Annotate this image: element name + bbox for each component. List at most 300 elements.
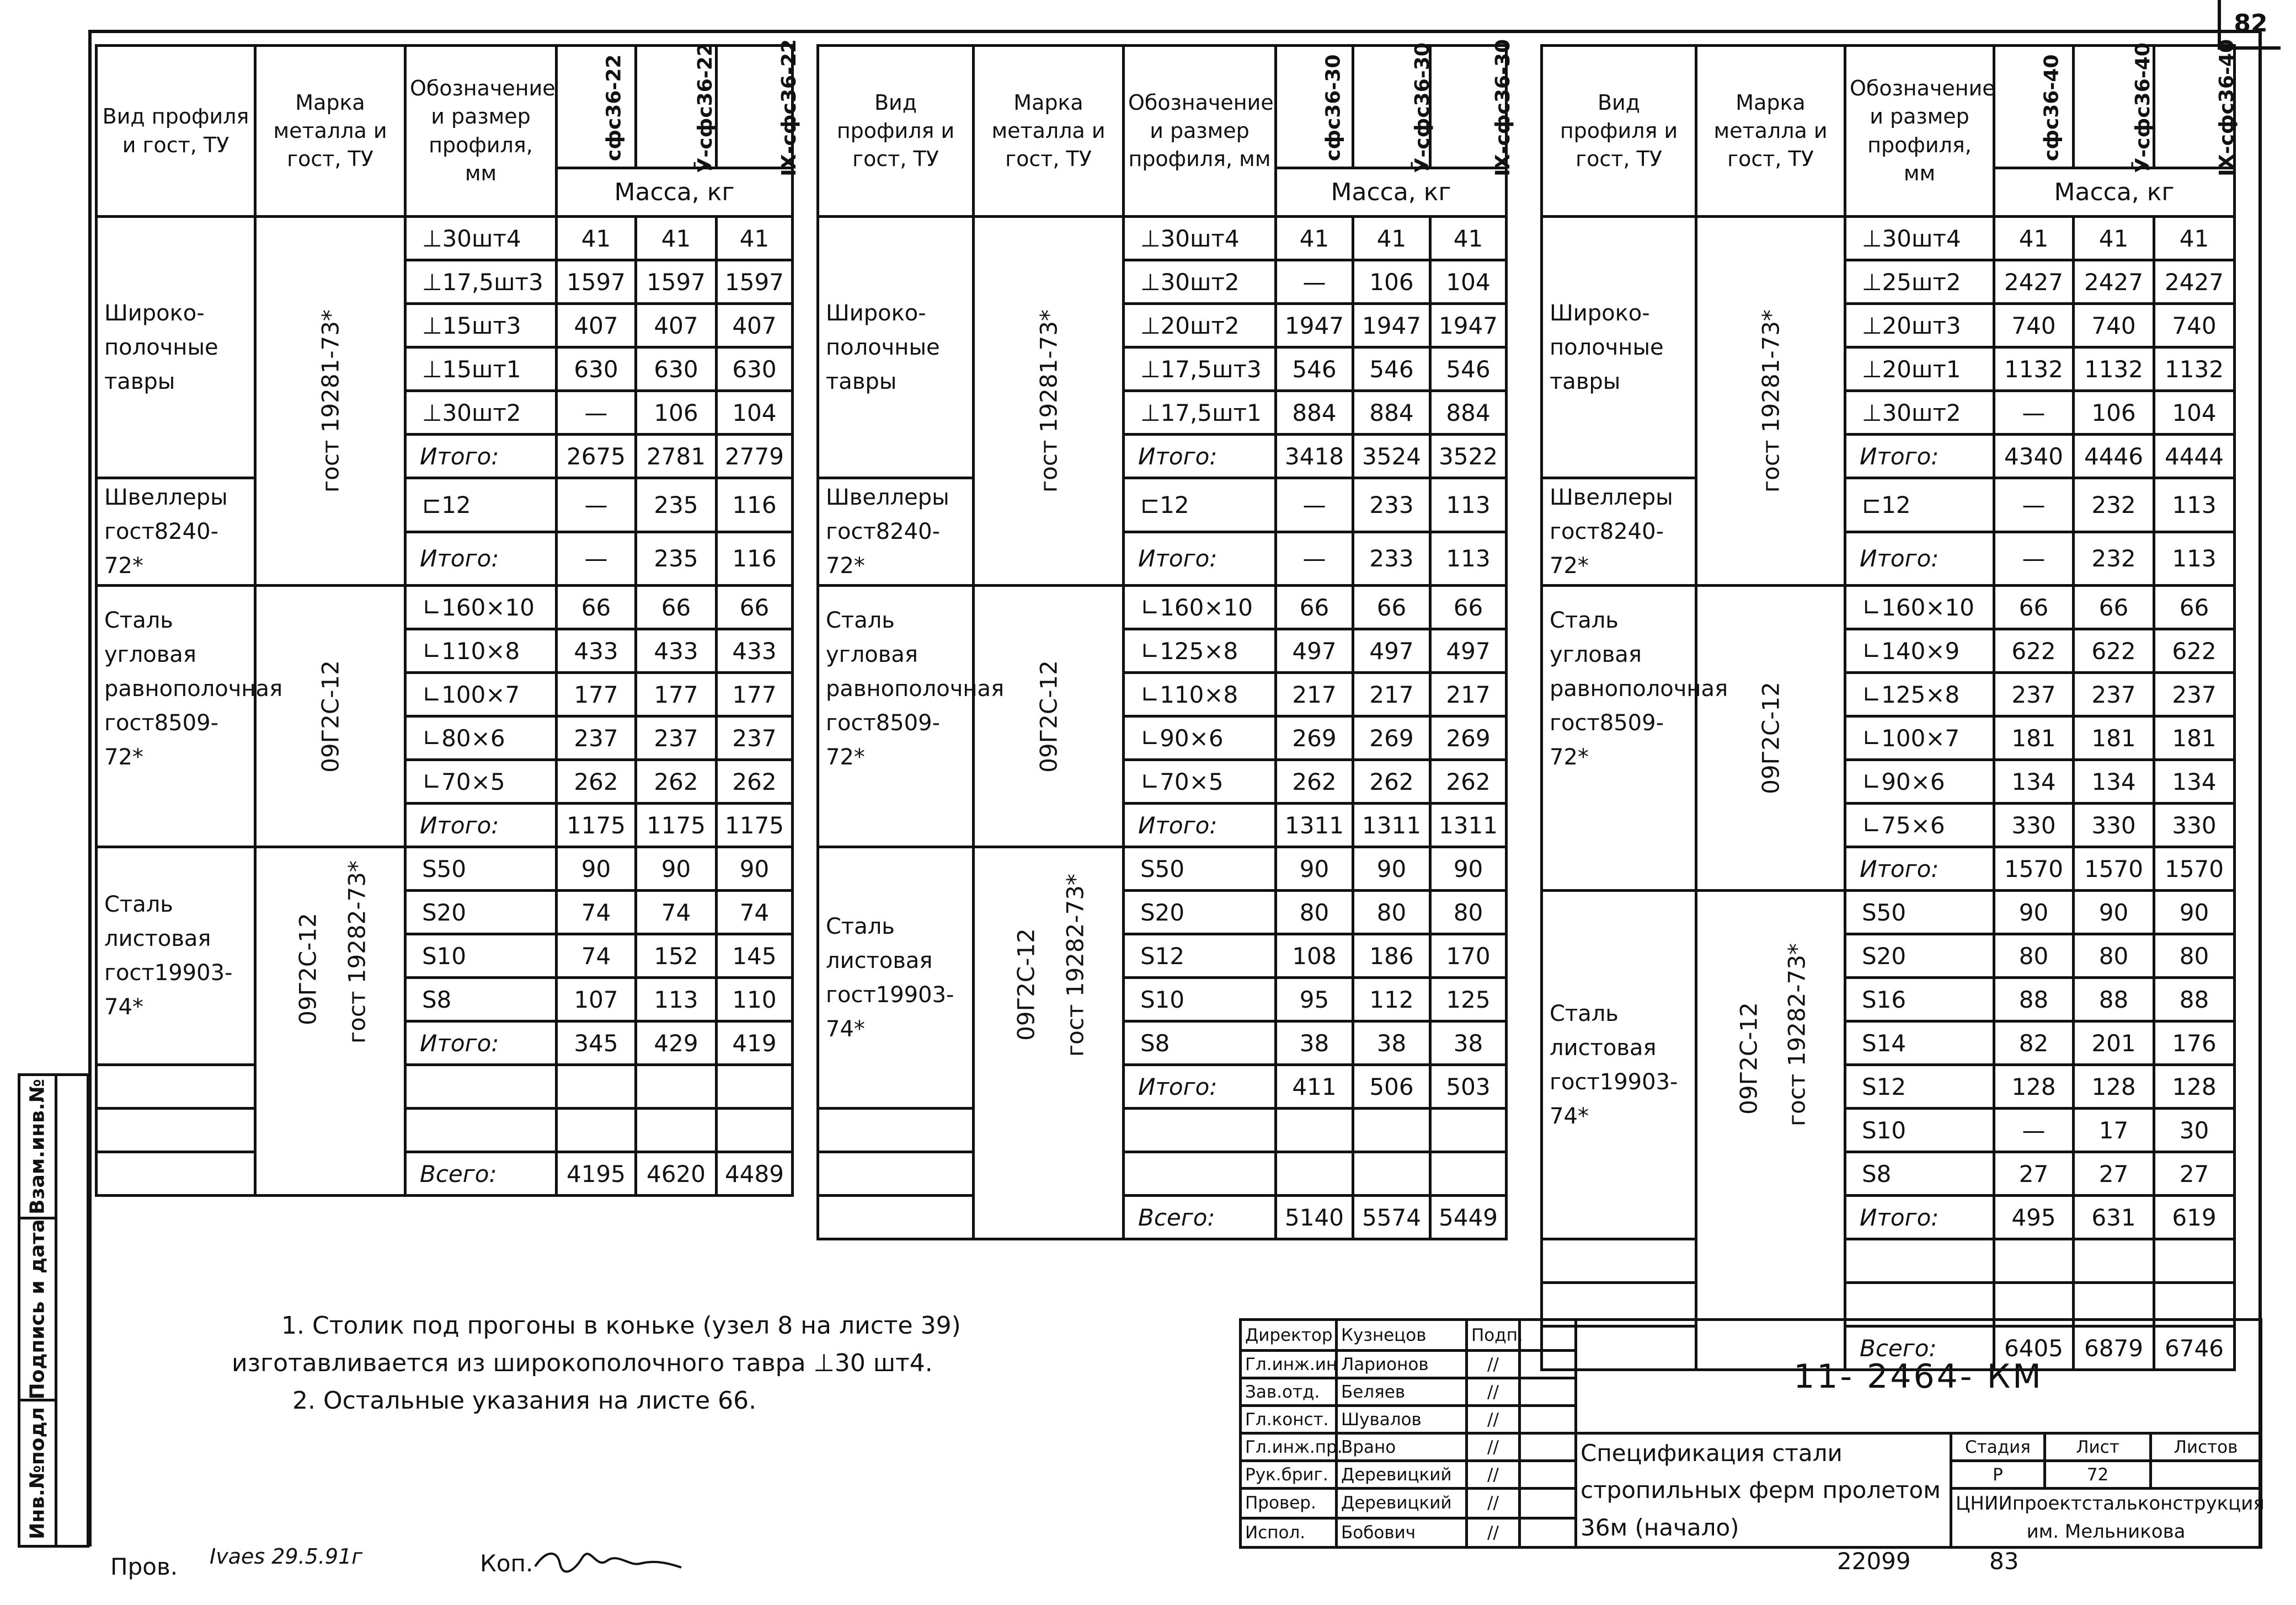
mass-value: 269: [1353, 716, 1430, 760]
mass-value: 2427: [1994, 260, 2074, 304]
tb-sig-4: //: [1467, 1433, 1520, 1461]
profile-size: S50: [1124, 847, 1276, 891]
mass-value: 90: [1353, 847, 1430, 891]
mass-value: 88: [1994, 978, 2074, 1021]
drawing-title: Спецификация стали стропильных ферм пролетом 36м (начало): [1580, 1440, 1941, 1541]
stamp-label-inv: Инв.№подл: [26, 1407, 49, 1539]
mass-value: 41: [717, 217, 793, 260]
mark-09g2s: 09Г2С-12: [1757, 682, 1784, 794]
mass-value: 506: [1353, 1065, 1430, 1109]
profile-size: S10: [1845, 1109, 1994, 1152]
tb-role-3: Гл.конст.: [1241, 1406, 1337, 1433]
mass-value: 407: [717, 304, 793, 347]
mass-value: 88: [2074, 978, 2154, 1021]
mass-value: 107: [557, 978, 636, 1021]
header-profile-type: Вид профиля и гост, ТУ: [97, 46, 255, 217]
mass-value: 41: [636, 217, 717, 260]
stage-value: Р: [1951, 1461, 2045, 1489]
mass-value: 884: [1430, 391, 1507, 435]
profile-size: ⊥30шт2: [1845, 391, 1994, 435]
mark-09g2s-list: 09Г2С-12: [1012, 928, 1040, 1041]
mass-value: 630: [557, 347, 636, 391]
profile-size: ⊏12: [1124, 478, 1276, 532]
mass-value: 262: [1430, 760, 1507, 804]
mass-value: 3524: [1353, 435, 1430, 478]
mass-value: 740: [1994, 304, 2074, 347]
mass-value: 330: [2154, 804, 2235, 847]
mass-value: 546: [1353, 347, 1430, 391]
mass-value: 2427: [2154, 260, 2235, 304]
subtotal-label: Итого:: [1845, 1196, 1994, 1239]
mass-value: 177: [636, 673, 717, 716]
mark-09g2s-list: 09Г2С-12: [294, 913, 322, 1026]
mass-value: 237: [2074, 673, 2154, 716]
tb-role-6: Провер.: [1241, 1489, 1337, 1518]
stage-label: Стадия: [1951, 1433, 2045, 1461]
title-block: [1239, 1318, 2265, 1549]
subtotal-label: Итого:: [405, 435, 557, 478]
mass-value: 113: [2154, 532, 2235, 586]
mass-value: 3522: [1430, 435, 1507, 478]
tb-role-1: Гл.инж.ин: [1241, 1351, 1337, 1378]
mass-value: —: [1994, 1109, 2074, 1152]
mass-value: 232: [2074, 532, 2154, 586]
mass-value: —: [557, 391, 636, 435]
mass-value: 237: [557, 716, 636, 760]
mass-value: 41: [1353, 217, 1430, 260]
profile-size: S20: [405, 891, 557, 934]
column-truss-mark: Ӯ-сфс36-22: [693, 42, 717, 173]
mass-value: 181: [2074, 716, 2154, 760]
profile-size: ⊥15шт1: [405, 347, 557, 391]
group-label-tavry: Широко-полочные тавры: [818, 217, 974, 478]
mark-09g2s: 09Г2С-12: [317, 660, 344, 773]
mass-value: 884: [1353, 391, 1430, 435]
mass-value: 90: [717, 847, 793, 891]
mass-value: 1570: [1994, 847, 2074, 891]
mass-value: 622: [2154, 629, 2235, 673]
mass-value: 2779: [717, 435, 793, 478]
organization: ЦНИИпроектстальконструкция им. Мельникова: [1956, 1492, 2265, 1543]
column-truss-mark: сфс36-22: [602, 54, 626, 161]
left-stamp: [18, 1073, 89, 1548]
group-label-shvel: Швеллеры гост8240-72*: [818, 478, 974, 586]
mass-value: 104: [717, 391, 793, 435]
mass-value: 269: [1430, 716, 1507, 760]
mass-value: 330: [2074, 804, 2154, 847]
mass-value: 80: [1994, 934, 2074, 978]
mass-value: 104: [1430, 260, 1507, 304]
mass-value: 1947: [1276, 304, 1353, 347]
subtotal-label: Итого:: [1845, 847, 1994, 891]
grand-total-label: Всего:: [1124, 1196, 1276, 1239]
profile-size: S8: [1845, 1152, 1994, 1196]
mass-value: 330: [1994, 804, 2074, 847]
prov-label: Пров.: [110, 1553, 178, 1580]
mark-gost-19281: гост 19281-73*: [1757, 309, 1784, 493]
mass-value: 38: [1276, 1021, 1353, 1065]
mass-value: —: [1276, 260, 1353, 304]
header-profile-type: Вид профиля и гост, ТУ: [1542, 46, 1696, 217]
tb-name-0: Кузнецов: [1337, 1320, 1467, 1351]
mass-value: 66: [1430, 586, 1507, 629]
tb-role-7: Испол.: [1241, 1518, 1337, 1548]
mass-value: 497: [1430, 629, 1507, 673]
copy-signature: [530, 1544, 690, 1577]
mass-value: 1132: [1994, 347, 2074, 391]
header-profile-type: Вид профиля и гост, ТУ: [818, 46, 974, 217]
subtotal-label: Итого:: [1845, 435, 1994, 478]
mass-value: 1175: [636, 804, 717, 847]
mass-value: 176: [2154, 1021, 2235, 1065]
mass-value: 41: [1994, 217, 2074, 260]
mass-value: 262: [557, 760, 636, 804]
mass-value: 237: [2154, 673, 2235, 716]
mass-value: 152: [636, 934, 717, 978]
grand-total-value: 4195: [557, 1152, 636, 1196]
tb-name-6: Деревицкий: [1337, 1489, 1467, 1518]
profile-size: ∟75×6: [1845, 804, 1994, 847]
mass-value: 80: [1276, 891, 1353, 934]
group-label-ugol: Сталь угловая равнополочная гост8509-72*: [97, 586, 255, 847]
mass-value: 113: [636, 978, 717, 1021]
mass-value: 186: [1353, 934, 1430, 978]
stamp-label-vzam: Взам.инв.№: [26, 1078, 49, 1215]
profile-size: ⊥20шт2: [1124, 304, 1276, 347]
profile-size: ∟125×8: [1845, 673, 1994, 716]
profile-size: ∟90×6: [1845, 760, 1994, 804]
profile-size: ∟90×6: [1124, 716, 1276, 760]
mass-value: 235: [636, 478, 717, 532]
profile-size: S10: [405, 934, 557, 978]
column-truss-mark: сфс36-40: [2040, 54, 2063, 161]
sheet-label: Лист: [2045, 1433, 2151, 1461]
mass-value: 134: [2074, 760, 2154, 804]
group-label-shvel: Швеллеры гост8240-72*: [97, 478, 255, 586]
column-truss-mark: Ӯ-сфс36-30: [1411, 42, 1434, 173]
profile-size: S20: [1845, 934, 1994, 978]
note-line-1: 1. Столик под прогоны в коньке (узел 8 на листе 39): [281, 1312, 961, 1340]
mass-value: 884: [1276, 391, 1353, 435]
mass-value: 66: [557, 586, 636, 629]
mass-value: 407: [557, 304, 636, 347]
mass-value: 1132: [2154, 347, 2235, 391]
group-label-tavry: Широко-полочные тавры: [1542, 217, 1696, 478]
profile-size: ∟80×6: [405, 716, 557, 760]
mass-value: 1311: [1276, 804, 1353, 847]
header-metal-grade: Марка металла и гост, ТУ: [255, 46, 405, 217]
profile-size: S8: [1124, 1021, 1276, 1065]
header-designation: Обозначение и размер профиля, мм: [405, 46, 557, 217]
grand-total-value: 5574: [1353, 1196, 1430, 1239]
mass-value: 125: [1430, 978, 1507, 1021]
profile-size: ⊥17,5шт1: [1124, 391, 1276, 435]
profile-size: ∟160×10: [1124, 586, 1276, 629]
profile-size: ∟100×7: [405, 673, 557, 716]
mass-value: 74: [557, 891, 636, 934]
archive-number: 22099: [1837, 1548, 1911, 1575]
spec-table-3: [1540, 39, 2239, 1371]
mass-value: 619: [2154, 1196, 2235, 1239]
header-mass: Масса, кг: [1994, 168, 2235, 217]
profile-size: ⊥25шт2: [1845, 260, 1994, 304]
subtotal-label: Итого:: [1124, 804, 1276, 847]
mass-value: 497: [1353, 629, 1430, 673]
mass-value: 622: [2074, 629, 2154, 673]
mass-value: 2427: [2074, 260, 2154, 304]
mass-value: 433: [717, 629, 793, 673]
mass-value: 495: [1994, 1196, 2074, 1239]
mass-value: 232: [2074, 478, 2154, 532]
column-truss-mark: Ⅸ-сфс36-40: [2215, 39, 2239, 176]
mass-value: 1947: [1430, 304, 1507, 347]
tb-name-3: Шувалов: [1337, 1406, 1467, 1433]
tb-sig-0: Подп.: [1467, 1320, 1520, 1351]
mass-value: 128: [1994, 1065, 2074, 1109]
mass-value: 112: [1353, 978, 1430, 1021]
mark-gost-19281: гост 19281-73*: [317, 309, 344, 493]
mass-value: 237: [636, 716, 717, 760]
sheet-value: 72: [2045, 1461, 2151, 1489]
mass-value: 740: [2074, 304, 2154, 347]
mass-value: 1311: [1430, 804, 1507, 847]
tb-name-7: Бобович: [1337, 1518, 1467, 1548]
profile-size: ⊥30шт2: [405, 391, 557, 435]
mark-gost-19282: гост 19282-73*: [1783, 943, 1811, 1127]
mass-value: 90: [1430, 847, 1507, 891]
note-line-3: 2. Остальные указания на листе 66.: [292, 1387, 757, 1415]
grand-total-value: 5449: [1430, 1196, 1507, 1239]
mass-value: 217: [1276, 673, 1353, 716]
grand-total-label: Всего:: [405, 1152, 557, 1196]
tb-sig-5: //: [1467, 1461, 1520, 1489]
column-truss-mark: Ⅸ-сфс36-30: [1492, 39, 1515, 176]
mass-value: —: [1994, 391, 2074, 435]
grand-total-value: 5140: [1276, 1196, 1353, 1239]
header-mass: Масса, кг: [1276, 168, 1507, 217]
mass-value: 90: [636, 847, 717, 891]
subtotal-label: Итого:: [405, 532, 557, 586]
mass-value: 66: [717, 586, 793, 629]
mass-value: 82: [1994, 1021, 2074, 1065]
mass-value: 345: [557, 1021, 636, 1065]
mark-09g2s-list: 09Г2С-12: [1735, 1002, 1763, 1115]
mass-value: 113: [1430, 478, 1507, 532]
tb-sig-7: //: [1467, 1518, 1520, 1548]
mass-value: 407: [636, 304, 717, 347]
mass-value: 497: [1276, 629, 1353, 673]
mass-value: 1175: [557, 804, 636, 847]
profile-size: S50: [405, 847, 557, 891]
mark-gost-19282: гост 19282-73*: [1061, 873, 1089, 1057]
mass-value: 30: [2154, 1109, 2235, 1152]
profile-size: ∟160×10: [405, 586, 557, 629]
mass-value: 1597: [636, 260, 717, 304]
mass-value: 262: [717, 760, 793, 804]
mass-value: 104: [2154, 391, 2235, 435]
mass-value: 233: [1353, 532, 1430, 586]
mass-value: 90: [2074, 891, 2154, 934]
tb-role-5: Рук.бриг.: [1241, 1461, 1337, 1489]
mass-value: 38: [1353, 1021, 1430, 1065]
mass-value: 4444: [2154, 435, 2235, 478]
mass-value: 113: [2154, 478, 2235, 532]
profile-size: S14: [1845, 1021, 1994, 1065]
mass-value: 116: [717, 478, 793, 532]
group-label-list: Сталь листовая гост19903-74*: [818, 847, 974, 1109]
tb-role-2: Зав.отд.: [1241, 1378, 1337, 1406]
mass-value: 41: [2154, 217, 2235, 260]
mass-value: 110: [717, 978, 793, 1021]
mass-value: —: [1276, 478, 1353, 532]
mass-value: 74: [557, 934, 636, 978]
prov-signature: Ivaes 29.5.91г: [210, 1544, 363, 1569]
profile-size: ⊥30шт4: [405, 217, 557, 260]
header-designation: Обозначение и размер профиля, мм: [1845, 46, 1994, 217]
mass-value: 237: [717, 716, 793, 760]
mass-value: 622: [1994, 629, 2074, 673]
tb-sig-6: //: [1467, 1489, 1520, 1518]
spec-table-2: [816, 39, 1515, 1240]
mass-value: 4340: [1994, 435, 2074, 478]
mass-value: —: [1994, 532, 2074, 586]
mass-value: 181: [1994, 716, 2074, 760]
mass-value: 181: [2154, 716, 2235, 760]
mass-value: 106: [2074, 391, 2154, 435]
mass-value: 41: [557, 217, 636, 260]
mass-value: 262: [1276, 760, 1353, 804]
spec-table-1: [95, 39, 801, 1197]
mass-value: 2675: [557, 435, 636, 478]
mass-value: 66: [2074, 586, 2154, 629]
mass-value: 411: [1276, 1065, 1353, 1109]
tb-role-0: Директор: [1241, 1320, 1337, 1351]
subtotal-label: Итого:: [1845, 532, 1994, 586]
profile-size: ∟140×9: [1845, 629, 1994, 673]
stamp-label-signature: Подпись и дата: [26, 1219, 49, 1399]
mass-value: 116: [717, 532, 793, 586]
mass-value: 106: [636, 391, 717, 435]
mass-value: 3418: [1276, 435, 1353, 478]
mass-value: 88: [2154, 978, 2235, 1021]
mass-value: 4446: [2074, 435, 2154, 478]
mass-value: 1175: [717, 804, 793, 847]
profile-size: ⊥30шт4: [1845, 217, 1994, 260]
tb-sig-1: //: [1467, 1351, 1520, 1378]
mass-value: 41: [1276, 217, 1353, 260]
column-truss-mark: Ӯ-сфс36-40: [2131, 42, 2154, 173]
grand-total-label: Всего:: [1845, 1326, 1994, 1370]
mass-value: 17: [2074, 1109, 2154, 1152]
page-number: 83: [1989, 1548, 2019, 1575]
profile-size: ∟110×8: [1124, 673, 1276, 716]
tb-sig-3: //: [1467, 1406, 1520, 1433]
mass-value: 66: [2154, 586, 2235, 629]
mass-value: 38: [1430, 1021, 1507, 1065]
mass-value: 631: [2074, 1196, 2154, 1239]
sheet-corner-number: 82: [2218, 0, 2281, 50]
mass-value: 233: [1353, 478, 1430, 532]
mass-value: 1597: [717, 260, 793, 304]
grand-total-value: 6746: [2154, 1326, 2235, 1370]
mass-value: 80: [1430, 891, 1507, 934]
profile-size: S20: [1124, 891, 1276, 934]
mass-value: —: [1276, 532, 1353, 586]
profile-size: S8: [405, 978, 557, 1021]
mass-value: 80: [2074, 934, 2154, 978]
mark-gost-19281: гост 19281-73*: [1035, 309, 1062, 493]
mark-gost-19282: гост 19282-73*: [343, 860, 371, 1044]
mass-value: 170: [1430, 934, 1507, 978]
subtotal-label: Итого:: [405, 804, 557, 847]
mass-value: 201: [2074, 1021, 2154, 1065]
mass-value: 262: [636, 760, 717, 804]
profile-size: ∟110×8: [405, 629, 557, 673]
kop-label: Коп.: [480, 1550, 533, 1577]
group-label-ugol: Сталь угловая равнополочная гост8509-72*: [1542, 586, 1696, 891]
mass-value: 433: [557, 629, 636, 673]
mass-value: 237: [1994, 673, 2074, 716]
grand-total-value: 6405: [1994, 1326, 2074, 1370]
grand-total-value: 4489: [717, 1152, 793, 1196]
mass-value: 108: [1276, 934, 1353, 978]
mass-value: 1570: [2074, 847, 2154, 891]
mass-value: 1570: [2154, 847, 2235, 891]
mass-value: 27: [1994, 1152, 2074, 1196]
mass-value: 1597: [557, 260, 636, 304]
profile-size: ⊥20шт1: [1845, 347, 1994, 391]
profile-size: ⊥30шт4: [1124, 217, 1276, 260]
mass-value: —: [557, 478, 636, 532]
column-truss-mark: сфс36-30: [1322, 54, 1345, 161]
profile-size: ⊥20шт3: [1845, 304, 1994, 347]
subtotal-label: Итого:: [1124, 532, 1276, 586]
profile-size: ∟160×10: [1845, 586, 1994, 629]
subtotal-label: Итого:: [1124, 435, 1276, 478]
mass-value: 503: [1430, 1065, 1507, 1109]
column-truss-mark: Ⅸ-сфс36-22: [778, 39, 801, 176]
subtotal-label: Итого:: [1124, 1065, 1276, 1109]
profile-size: S10: [1124, 978, 1276, 1021]
tb-name-4: Врано: [1337, 1433, 1467, 1461]
mass-value: 419: [717, 1021, 793, 1065]
group-label-tavry: Широко-полочные тавры: [97, 217, 255, 478]
tb-name-1: Ларионов: [1337, 1351, 1467, 1378]
mass-value: 80: [2154, 934, 2235, 978]
header-metal-grade: Марка металла и гост, ТУ: [1696, 46, 1845, 217]
mass-value: 74: [636, 891, 717, 934]
mass-value: 66: [1994, 586, 2074, 629]
mass-value: 41: [2074, 217, 2154, 260]
subtotal-label: Итого:: [405, 1021, 557, 1065]
mass-value: 2781: [636, 435, 717, 478]
mass-value: 66: [1276, 586, 1353, 629]
profile-size: ∟100×7: [1845, 716, 1994, 760]
header-mass: Масса, кг: [557, 168, 793, 217]
mass-value: 90: [2154, 891, 2235, 934]
mass-value: 429: [636, 1021, 717, 1065]
mass-value: 1947: [1353, 304, 1430, 347]
tb-role-4: Гл.инж.пр.: [1241, 1433, 1337, 1461]
profile-size: ⊏12: [405, 478, 557, 532]
drawing-code: 11- 2464- КМ: [1793, 1357, 2043, 1396]
mark-09g2s: 09Г2С-12: [1035, 660, 1062, 773]
profile-size: ∟125×8: [1124, 629, 1276, 673]
profile-size: ⊥17,5шт3: [1124, 347, 1276, 391]
mass-value: 262: [1353, 760, 1430, 804]
note-line-2: изготавливается из широкополочного тавра ⊥30 шт4.: [232, 1349, 933, 1377]
mass-value: 630: [636, 347, 717, 391]
